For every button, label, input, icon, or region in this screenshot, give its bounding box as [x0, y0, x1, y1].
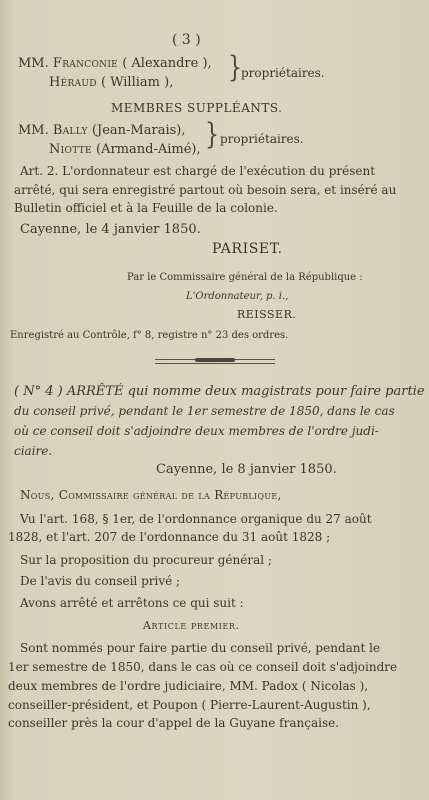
- mm-label: MM.: [18, 123, 49, 138]
- brace-suppleants: }: [205, 119, 219, 152]
- par-le-commissaire: Par le Commissaire général de la République :: [127, 272, 363, 283]
- enregistre-line: Enregistré au Contrôle, f° 8, registre n° 23 des ordres.: [10, 330, 289, 341]
- date-4-janvier: Cayenne, le 4 janvier 1850.: [20, 222, 201, 237]
- body-paragraph-line-3: deux membres de l'ordre judiciaire, MM. Padox ( Nicolas ),: [8, 679, 369, 693]
- body-avons: Avons arrêté et arrêtons ce qui suit :: [20, 596, 244, 610]
- signature-pariset: PARISET.: [212, 241, 283, 257]
- body-nous: Nous, Commissaire général de la République,: [20, 488, 282, 502]
- art2-line-3: Bulletin officiel et à la Feuille de la colonie.: [14, 201, 278, 215]
- member-given-heraud: ( William ),: [100, 75, 174, 90]
- body-vu-line-1: Vu l'art. 168, § 1er, de l'ordonnance organique du 27 août: [20, 512, 372, 526]
- member-name-bally: Bally: [52, 123, 88, 138]
- brace-titulaires: }: [228, 52, 242, 85]
- arrete4-line-1: ( N° 4 ) ARRÊTÉ qui nomme deux magistrats pour faire partie: [14, 384, 425, 399]
- body-vu-line-2: 1828, et l'art. 207 de l'ordonnance du 31 août 1828 ;: [8, 530, 331, 544]
- body-paragraph-line-1: Sont nommés pour faire partie du conseil privé, pendant le: [20, 641, 381, 655]
- member-given-niotte: (Armand-Aimé),: [96, 142, 201, 157]
- art2-line-1: Art. 2. L'ordonnateur est chargé de l'exécution du présent: [20, 164, 376, 178]
- arrete4-line-4: ciaire.: [14, 444, 53, 458]
- page-number: ( 3 ): [172, 32, 201, 48]
- body-paragraph-line-5: conseiller près la cour d'appel de la Guyane française.: [8, 716, 340, 730]
- member-given-franconie: ( Alexandre ),: [122, 56, 212, 71]
- art2-line-2: arrêté, qui sera enregistré partout où besoin sera, et inséré au: [14, 183, 397, 197]
- member-name-franconie: Franconie: [52, 56, 119, 71]
- body-sur: Sur la proposition du procureur général ;: [20, 553, 272, 567]
- body-paragraph-line-4: conseiller-président, et Poupon ( Pierre-Laurent-Augustin ),: [8, 698, 371, 712]
- arrete4-line-3: où ce conseil doit s'adjoindre deux membres de l'ordre judi-: [14, 424, 379, 438]
- body-paragraph-line-2: 1er semestre de 1850, dans le cas où ce conseil doit s'adjoindre: [8, 660, 398, 674]
- member-name-niotte: Niotte: [49, 142, 92, 157]
- member-name-heraud: Héraud: [49, 75, 97, 90]
- signature-reisser: REISSER.: [237, 308, 297, 321]
- ordonnateur-line: L'Ordonnateur, p. i.,: [186, 291, 289, 302]
- mm-label: MM.: [18, 56, 49, 71]
- suppleants-line-1: [18, 123, 185, 138]
- membres-suppleants-heading: MEMBRES SUPPLÉANTS.: [111, 101, 283, 115]
- titulaires-line-2: [49, 75, 173, 90]
- article-premier-heading: Article premier.: [143, 619, 240, 632]
- date-8-janvier: Cayenne, le 8 janvier 1850.: [156, 462, 337, 477]
- body-de: De l'avis du conseil privé ;: [20, 574, 181, 588]
- section-divider: [155, 359, 275, 364]
- member-given-bally: (Jean-Marais),: [91, 123, 186, 138]
- suppleants-line-2: [49, 142, 201, 157]
- suppleants-role: propriétaires.: [220, 132, 304, 146]
- titulaires-role: propriétaires.: [241, 66, 325, 80]
- titulaires-line-1: [18, 56, 212, 71]
- arrete4-line-2: du conseil privé, pendant le 1er semestre de 1850, dans le cas: [14, 404, 395, 418]
